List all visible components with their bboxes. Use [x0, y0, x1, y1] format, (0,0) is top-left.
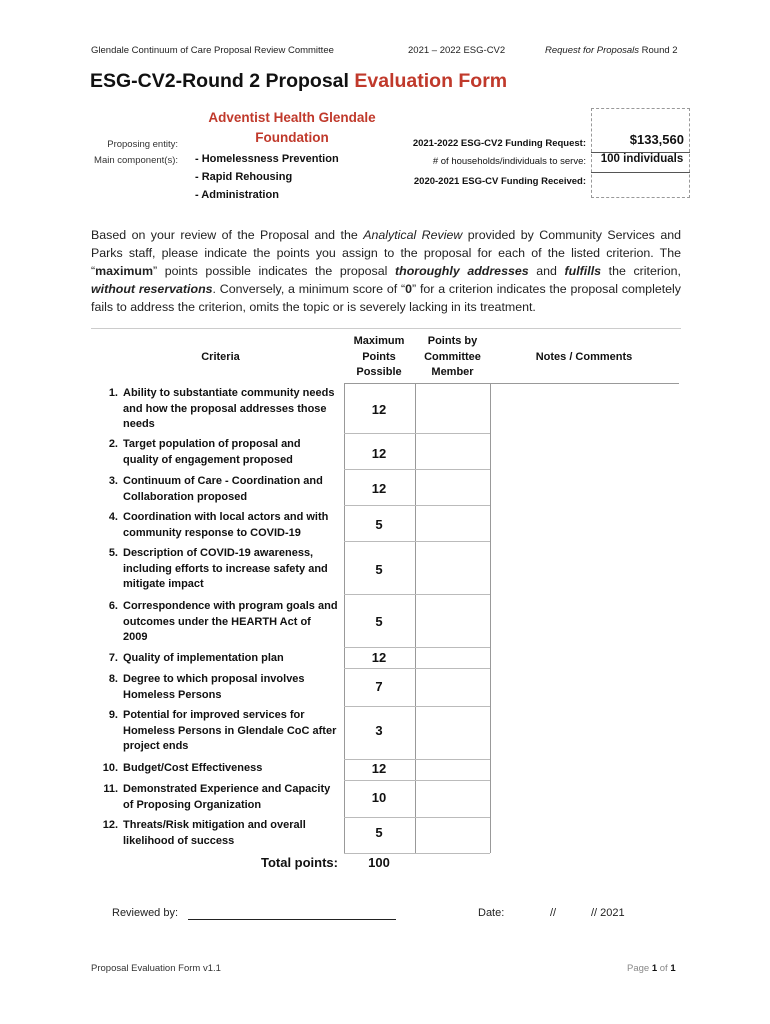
committee-score-input[interactable] [416, 470, 488, 504]
entity-name: Adventist Health Glendale Foundation [208, 110, 376, 145]
date-separator: // [550, 907, 557, 919]
funding-request-value: $133,560 [629, 132, 684, 147]
reviewed-by-label: Reviewed by: [112, 907, 179, 919]
date-label: Date: [478, 907, 505, 919]
max-points-cell: 5 [375, 614, 383, 629]
max-points-cell: 5 [375, 517, 383, 532]
committee-score-input[interactable] [416, 760, 488, 779]
committee-score-input[interactable] [416, 506, 488, 540]
max-points-cell: 12 [371, 402, 387, 417]
proposing-entity-label: Proposing entity: [107, 139, 178, 150]
total-points-value: 100 [368, 855, 390, 870]
divider [591, 172, 690, 173]
max-points-cell: 10 [371, 790, 387, 805]
main-component-label: Main component(s): [94, 155, 178, 166]
committee-score-input[interactable] [416, 542, 488, 593]
component-item: - Rapid Rehousing [195, 171, 293, 183]
committee-score-input[interactable] [416, 707, 488, 758]
table-top-rule [91, 328, 681, 329]
committee-score-input[interactable] [416, 781, 488, 816]
max-points-cell: 3 [375, 723, 383, 738]
date-year: // 2021 [591, 907, 625, 919]
max-points-cell: 12 [371, 446, 387, 461]
component-item: - Homelessness Prevention [195, 153, 339, 165]
header-committee: Glendale Continuum of Care Proposal Review Committee [91, 45, 334, 56]
households-value: 100 individuals [600, 153, 684, 165]
page-title: ESG-CV2-Round 2 Proposal Evaluation Form [90, 70, 508, 92]
header-rfp: Request for Proposals Round 2 [545, 45, 678, 56]
committee-points-header: Points by Committee Member [424, 335, 481, 378]
committee-score-input[interactable] [416, 434, 488, 468]
max-points-cell: 5 [375, 825, 383, 840]
notes-header: Notes / Comments [535, 351, 633, 363]
committee-score-input[interactable] [416, 648, 488, 667]
households-label: # of households/individuals to serve: [432, 156, 586, 167]
max-points-cell: 5 [375, 562, 383, 577]
max-points-cell: 12 [371, 761, 387, 776]
footer-version: Proposal Evaluation Form v1.1 [91, 963, 221, 974]
max-points-cell: 12 [371, 481, 387, 496]
instructions-paragraph: Based on your review of the Proposal and the Analytical Review provided by Community Services and Parks staff, please indicate the points you assign to the proposal for each of the listed criterion. The “maximum” points possible indicates the proposal thoroughly addresses and fulfills the criterion, without reservations. Conversely, a minimum score of “0” for a criterion indicates the proposal completely fails to address the criterion, omits the topic or is severely lacking in its treatment. [91, 228, 681, 314]
page-number: Page 1 of 1 [627, 963, 676, 974]
component-item: - Administration [195, 189, 279, 201]
committee-score-input[interactable] [416, 818, 488, 852]
funding-request-label: 2021-2022 ESG-CV2 Funding Request: [412, 138, 586, 149]
prior-funding-label: 2020-2021 ESG-CV Funding Received: [413, 176, 586, 187]
max-points-header: Maximum Points Possible [353, 335, 405, 378]
max-points-cell: 12 [371, 650, 387, 665]
total-points-label: Total points: [260, 855, 338, 870]
committee-score-input[interactable] [416, 595, 488, 646]
max-points-cell: 7 [375, 679, 383, 694]
header-program: 2021 – 2022 ESG-CV2 [408, 45, 506, 56]
committee-score-input[interactable] [416, 669, 488, 705]
criteria-header: Criteria [201, 351, 240, 363]
committee-score-input[interactable] [416, 384, 488, 432]
reviewer-signature-field[interactable] [188, 905, 396, 920]
